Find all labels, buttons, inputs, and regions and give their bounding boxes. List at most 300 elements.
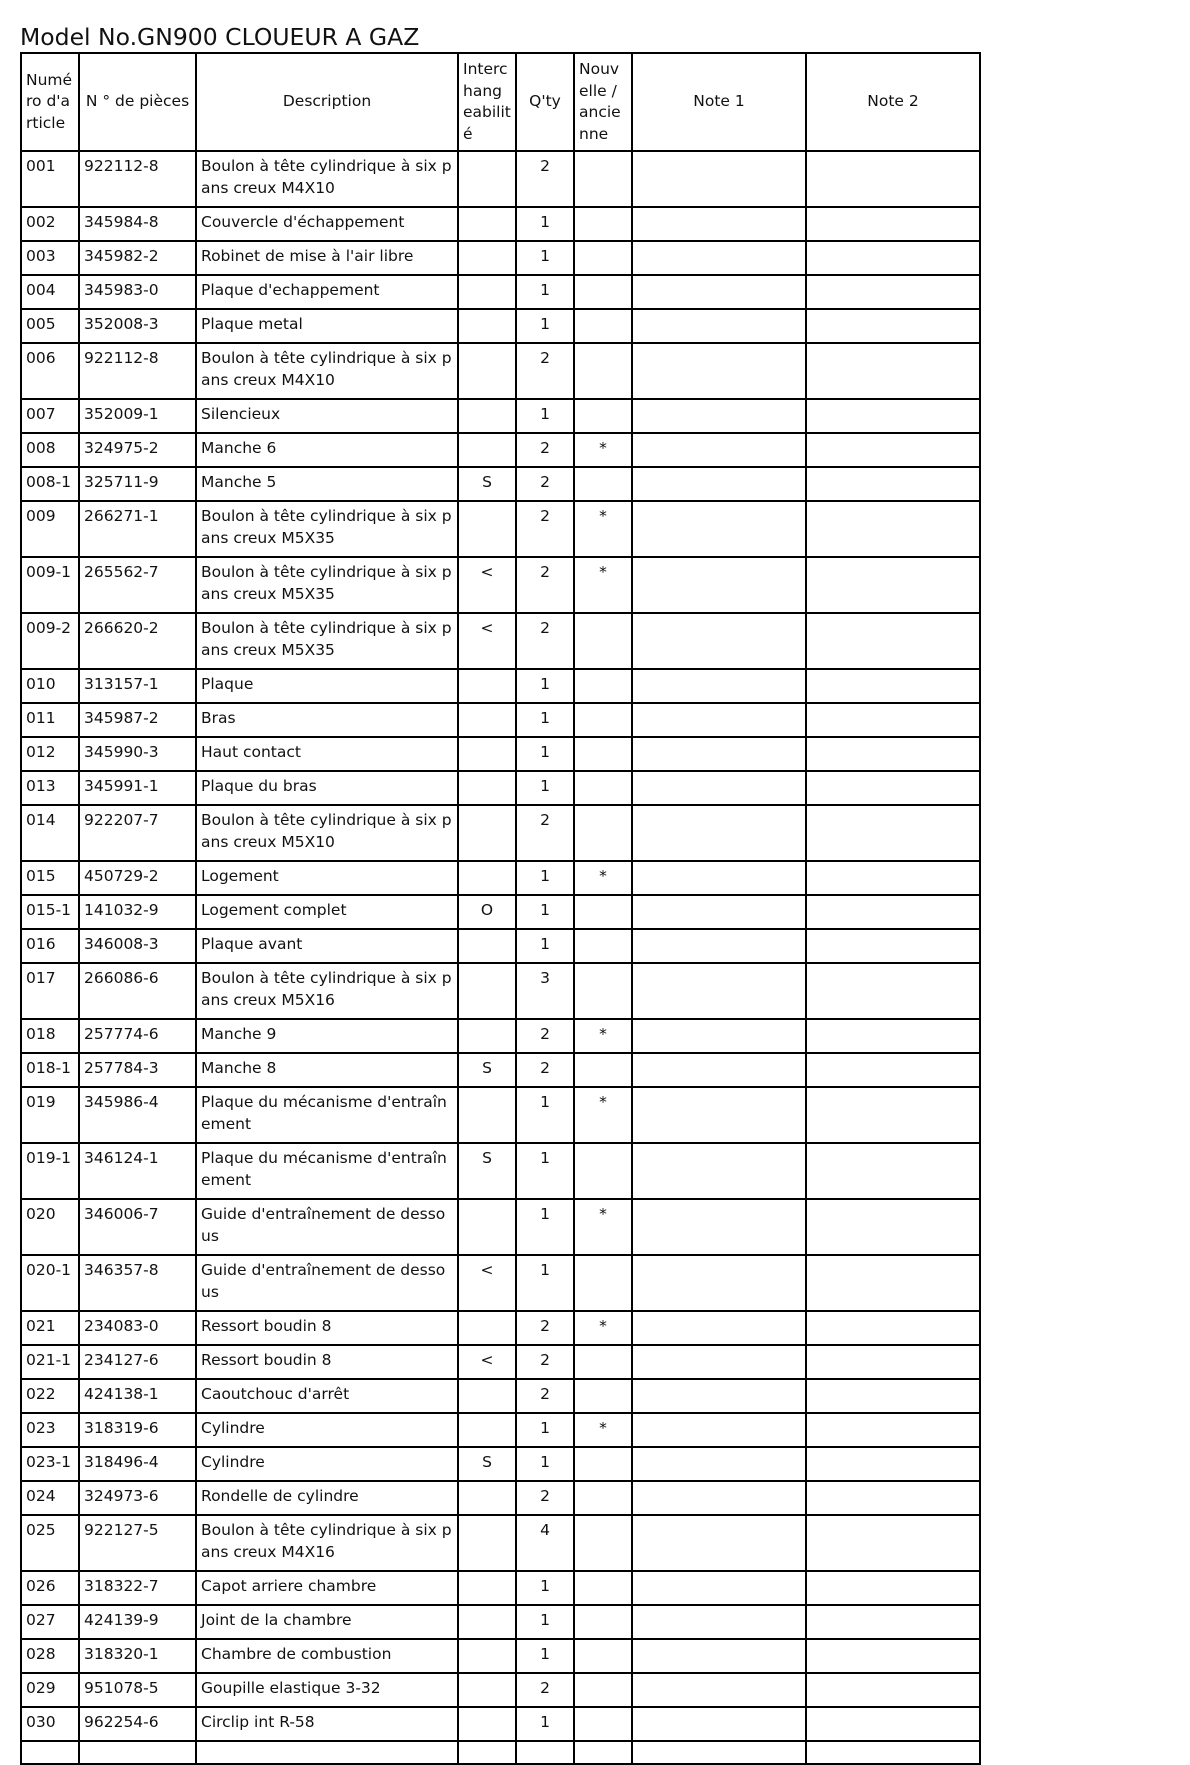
table-row — [21, 1515, 980, 1571]
description-cell: Boulon à tête cylindrique à six pans creux M5X35 — [196, 613, 458, 669]
item-number-cell: 009-1 — [21, 557, 79, 613]
new-old-cell — [574, 309, 632, 343]
part-number-cell: 318496-4 — [79, 1447, 196, 1481]
table-row — [21, 1019, 980, 1053]
note-1-cell — [632, 433, 806, 467]
note-1-cell — [632, 309, 806, 343]
part-number-cell: 922112-8 — [79, 151, 196, 207]
quantity-cell: 1 — [516, 669, 574, 703]
interchangeability-cell: < — [458, 613, 516, 669]
part-number-cell: 922112-8 — [79, 343, 196, 399]
interchangeability-cell — [458, 1311, 516, 1345]
quantity-cell: 2 — [516, 1019, 574, 1053]
table-row — [21, 1707, 980, 1741]
table-row — [21, 1447, 980, 1481]
part-number-cell: 345984-8 — [79, 207, 196, 241]
new-old-cell — [574, 1707, 632, 1741]
part-number-cell: 234083-0 — [79, 1311, 196, 1345]
description-cell: Plaque du mécanisme d'entraînement — [196, 1143, 458, 1199]
part-number-cell: 951078-5 — [79, 1673, 196, 1707]
note-2-cell — [806, 1447, 980, 1481]
interchangeability-cell — [458, 1379, 516, 1413]
new-old-cell: * — [574, 433, 632, 467]
description-cell: Boulon à tête cylindrique à six pans creux M4X10 — [196, 343, 458, 399]
table-row — [21, 1087, 980, 1143]
quantity-cell: 1 — [516, 241, 574, 275]
quantity-cell: 1 — [516, 1255, 574, 1311]
part-number-cell: 324973-6 — [79, 1481, 196, 1515]
note-2-cell — [806, 613, 980, 669]
quantity-cell: 4 — [516, 1515, 574, 1571]
note-1-cell — [632, 1311, 806, 1345]
new-old-cell — [574, 895, 632, 929]
description-cell: Guide d'entraînement de dessous — [196, 1255, 458, 1311]
item-number-cell: 005 — [21, 309, 79, 343]
note-2-cell — [806, 1481, 980, 1515]
description-cell: Bras — [196, 703, 458, 737]
part-number-cell: 257784-3 — [79, 1053, 196, 1087]
item-number-cell: 006 — [21, 343, 79, 399]
part-number-cell: 345991-1 — [79, 771, 196, 805]
item-number-cell: 013 — [21, 771, 79, 805]
description-cell: Manche 6 — [196, 433, 458, 467]
item-number-cell: 011 — [21, 703, 79, 737]
new-old-cell: * — [574, 501, 632, 557]
part-number-cell: 266620-2 — [79, 613, 196, 669]
interchangeability-cell — [458, 343, 516, 399]
note-1-cell — [632, 895, 806, 929]
note-1-cell — [632, 805, 806, 861]
part-number-cell: 266271-1 — [79, 501, 196, 557]
table-row — [21, 557, 980, 613]
new-old-cell — [574, 771, 632, 805]
item-number-cell: 019-1 — [21, 1143, 79, 1199]
quantity-cell: 2 — [516, 1379, 574, 1413]
note-2-cell — [806, 1639, 980, 1673]
note-1-cell — [632, 467, 806, 501]
interchangeability-cell — [458, 207, 516, 241]
part-number-cell: 345983-0 — [79, 275, 196, 309]
description-cell: Plaque avant — [196, 929, 458, 963]
note-1-cell — [632, 929, 806, 963]
note-2-cell — [806, 1413, 980, 1447]
header-note-1: Note 1 — [632, 53, 806, 151]
quantity-cell: 2 — [516, 1481, 574, 1515]
interchangeability-cell — [458, 805, 516, 861]
item-number-cell: 015 — [21, 861, 79, 895]
new-old-cell — [574, 399, 632, 433]
part-number-cell: 345986-4 — [79, 1087, 196, 1143]
item-number-cell: 020 — [21, 1199, 79, 1255]
table-row — [21, 151, 980, 207]
note-1-cell — [632, 1515, 806, 1571]
note-2-cell — [806, 1087, 980, 1143]
table-row — [21, 805, 980, 861]
new-old-cell — [574, 1345, 632, 1379]
part-number-cell: 313157-1 — [79, 669, 196, 703]
part-number-cell — [79, 1741, 196, 1764]
item-number-cell: 021-1 — [21, 1345, 79, 1379]
new-old-cell — [574, 207, 632, 241]
new-old-cell — [574, 467, 632, 501]
new-old-cell — [574, 151, 632, 207]
note-1-cell — [632, 1413, 806, 1447]
interchangeability-cell: S — [458, 1143, 516, 1199]
note-1-cell — [632, 1143, 806, 1199]
table-row — [21, 1345, 980, 1379]
table-row — [21, 1639, 980, 1673]
new-old-cell — [574, 1673, 632, 1707]
table-row — [21, 343, 980, 399]
part-number-cell: 922127-5 — [79, 1515, 196, 1571]
table-row — [21, 207, 980, 241]
new-old-cell — [574, 805, 632, 861]
item-number-cell: 010 — [21, 669, 79, 703]
interchangeability-cell — [458, 1605, 516, 1639]
note-1-cell — [632, 1345, 806, 1379]
quantity-cell: 2 — [516, 1345, 574, 1379]
note-2-cell — [806, 467, 980, 501]
table-row — [21, 861, 980, 895]
note-2-cell — [806, 1255, 980, 1311]
description-cell: Guide d'entraînement de dessous — [196, 1199, 458, 1255]
note-1-cell — [632, 737, 806, 771]
quantity-cell: 2 — [516, 151, 574, 207]
part-number-cell: 424139-9 — [79, 1605, 196, 1639]
description-cell: Boulon à tête cylindrique à six pans creux M5X10 — [196, 805, 458, 861]
table-row — [21, 1143, 980, 1199]
new-old-cell — [574, 703, 632, 737]
note-1-cell — [632, 1571, 806, 1605]
note-1-cell — [632, 399, 806, 433]
header-interchangeability: Interc hang eabilit é — [458, 53, 516, 151]
description-cell: Caoutchouc d'arrêt — [196, 1379, 458, 1413]
interchangeability-cell — [458, 703, 516, 737]
description-cell: Boulon à tête cylindrique à six pans creux M5X16 — [196, 963, 458, 1019]
interchangeability-cell — [458, 771, 516, 805]
quantity-cell: 1 — [516, 895, 574, 929]
new-old-cell — [574, 737, 632, 771]
quantity-cell: 2 — [516, 501, 574, 557]
description-cell: Chambre de combustion — [196, 1639, 458, 1673]
item-number-cell: 019 — [21, 1087, 79, 1143]
part-number-cell: 318320-1 — [79, 1639, 196, 1673]
table-row — [21, 929, 980, 963]
new-old-cell — [574, 1515, 632, 1571]
description-cell: Ressort boudin 8 — [196, 1311, 458, 1345]
item-number-cell: 018-1 — [21, 1053, 79, 1087]
header-part-number: N ° de pièces — [79, 53, 196, 151]
interchangeability-cell — [458, 929, 516, 963]
item-number-cell: 029 — [21, 1673, 79, 1707]
item-number-cell: 003 — [21, 241, 79, 275]
note-2-cell — [806, 1053, 980, 1087]
table-row — [21, 1199, 980, 1255]
quantity-cell: 1 — [516, 1605, 574, 1639]
quantity-cell: 1 — [516, 207, 574, 241]
item-number-cell: 016 — [21, 929, 79, 963]
item-number-cell: 009-2 — [21, 613, 79, 669]
description-cell: Manche 5 — [196, 467, 458, 501]
note-2-cell — [806, 241, 980, 275]
quantity-cell: 2 — [516, 1053, 574, 1087]
interchangeability-cell — [458, 309, 516, 343]
note-2-cell — [806, 343, 980, 399]
item-number-cell: 015-1 — [21, 895, 79, 929]
note-2-cell — [806, 1143, 980, 1199]
interchangeability-cell — [458, 241, 516, 275]
quantity-cell: 2 — [516, 343, 574, 399]
table-row — [21, 1379, 980, 1413]
new-old-cell — [574, 1481, 632, 1515]
new-old-cell — [574, 963, 632, 1019]
new-old-cell: * — [574, 1087, 632, 1143]
parts-table — [20, 52, 981, 1765]
note-2-cell — [806, 929, 980, 963]
new-old-cell — [574, 1053, 632, 1087]
description-cell: Manche 9 — [196, 1019, 458, 1053]
interchangeability-cell: S — [458, 1447, 516, 1481]
part-number-cell: 352008-3 — [79, 309, 196, 343]
quantity-cell: 1 — [516, 1707, 574, 1741]
table-row — [21, 467, 980, 501]
item-number-cell: 008-1 — [21, 467, 79, 501]
description-cell: Manche 8 — [196, 1053, 458, 1087]
interchangeability-cell — [458, 1019, 516, 1053]
quantity-cell: 1 — [516, 1199, 574, 1255]
table-row — [21, 399, 980, 433]
header-note-2: Note 2 — [806, 53, 980, 151]
quantity-cell: 2 — [516, 1311, 574, 1345]
item-number-cell: 023-1 — [21, 1447, 79, 1481]
table-row — [21, 275, 980, 309]
description-cell — [196, 1741, 458, 1764]
new-old-cell — [574, 1379, 632, 1413]
note-1-cell — [632, 703, 806, 737]
interchangeability-cell: S — [458, 1053, 516, 1087]
new-old-cell — [574, 275, 632, 309]
description-cell: Plaque du mécanisme d'entraînement — [196, 1087, 458, 1143]
item-number-cell: 004 — [21, 275, 79, 309]
note-2-cell — [806, 669, 980, 703]
quantity-cell: 1 — [516, 1447, 574, 1481]
interchangeability-cell — [458, 1571, 516, 1605]
table-row — [21, 1605, 980, 1639]
quantity-cell: 2 — [516, 613, 574, 669]
part-number-cell: 450729-2 — [79, 861, 196, 895]
new-old-cell: * — [574, 1413, 632, 1447]
new-old-cell — [574, 1143, 632, 1199]
note-1-cell — [632, 207, 806, 241]
parts-table-body — [21, 151, 980, 1764]
header-description: Description — [196, 53, 458, 151]
item-number-cell: 002 — [21, 207, 79, 241]
item-number-cell: 028 — [21, 1639, 79, 1673]
quantity-cell: 1 — [516, 399, 574, 433]
quantity-cell: 1 — [516, 737, 574, 771]
description-cell: Ressort boudin 8 — [196, 1345, 458, 1379]
quantity-cell: 2 — [516, 1673, 574, 1707]
description-cell: Boulon à tête cylindrique à six pans creux M4X16 — [196, 1515, 458, 1571]
new-old-cell — [574, 669, 632, 703]
item-number-cell: 020-1 — [21, 1255, 79, 1311]
table-row — [21, 895, 980, 929]
item-number-cell: 014 — [21, 805, 79, 861]
note-2-cell — [806, 557, 980, 613]
item-number-cell: 026 — [21, 1571, 79, 1605]
quantity-cell: 1 — [516, 1087, 574, 1143]
part-number-cell: 424138-1 — [79, 1379, 196, 1413]
part-number-cell: 266086-6 — [79, 963, 196, 1019]
note-2-cell — [806, 275, 980, 309]
description-cell: Logement complet — [196, 895, 458, 929]
quantity-cell: 3 — [516, 963, 574, 1019]
note-2-cell — [806, 1379, 980, 1413]
note-1-cell — [632, 151, 806, 207]
note-2-cell — [806, 501, 980, 557]
part-number-cell: 345990-3 — [79, 737, 196, 771]
description-cell: Boulon à tête cylindrique à six pans creux M5X35 — [196, 557, 458, 613]
interchangeability-cell — [458, 399, 516, 433]
note-2-cell — [806, 1605, 980, 1639]
interchangeability-cell — [458, 433, 516, 467]
interchangeability-cell — [458, 1639, 516, 1673]
new-old-cell — [574, 1571, 632, 1605]
item-number-cell: 024 — [21, 1481, 79, 1515]
note-1-cell — [632, 1447, 806, 1481]
note-2-cell — [806, 207, 980, 241]
part-number-cell: 346124-1 — [79, 1143, 196, 1199]
new-old-cell: * — [574, 1019, 632, 1053]
note-2-cell — [806, 1741, 980, 1764]
part-number-cell: 346357-8 — [79, 1255, 196, 1311]
part-number-cell: 346006-7 — [79, 1199, 196, 1255]
note-2-cell — [806, 1707, 980, 1741]
description-cell: Rondelle de cylindre — [196, 1481, 458, 1515]
part-number-cell: 318319-6 — [79, 1413, 196, 1447]
part-number-cell: 352009-1 — [79, 399, 196, 433]
note-2-cell — [806, 309, 980, 343]
quantity-cell: 1 — [516, 929, 574, 963]
note-2-cell — [806, 1199, 980, 1255]
interchangeability-cell — [458, 1515, 516, 1571]
note-1-cell — [632, 1087, 806, 1143]
interchangeability-cell — [458, 275, 516, 309]
interchangeability-cell — [458, 1199, 516, 1255]
interchangeability-cell — [458, 737, 516, 771]
description-cell: Cylindre — [196, 1447, 458, 1481]
item-number-cell — [21, 1741, 79, 1764]
quantity-cell: 1 — [516, 1143, 574, 1199]
note-1-cell — [632, 1019, 806, 1053]
interchangeability-cell — [458, 501, 516, 557]
note-1-cell — [632, 1605, 806, 1639]
note-1-cell — [632, 1379, 806, 1413]
note-1-cell — [632, 1741, 806, 1764]
note-2-cell — [806, 1515, 980, 1571]
description-cell: Boulon à tête cylindrique à six pans creux M5X35 — [196, 501, 458, 557]
quantity-cell: 2 — [516, 805, 574, 861]
item-number-cell: 007 — [21, 399, 79, 433]
interchangeability-cell — [458, 1087, 516, 1143]
item-number-cell: 018 — [21, 1019, 79, 1053]
note-2-cell — [806, 1571, 980, 1605]
new-old-cell: * — [574, 1311, 632, 1345]
quantity-cell: 1 — [516, 1571, 574, 1605]
description-cell: Robinet de mise à l'air libre — [196, 241, 458, 275]
table-row — [21, 737, 980, 771]
table-row — [21, 1741, 980, 1764]
description-cell: Joint de la chambre — [196, 1605, 458, 1639]
interchangeability-cell — [458, 963, 516, 1019]
note-2-cell — [806, 1345, 980, 1379]
note-1-cell — [632, 669, 806, 703]
interchangeability-cell: S — [458, 467, 516, 501]
note-1-cell — [632, 963, 806, 1019]
table-row — [21, 963, 980, 1019]
table-row — [21, 669, 980, 703]
note-1-cell — [632, 501, 806, 557]
new-old-cell — [574, 1741, 632, 1764]
part-number-cell: 345987-2 — [79, 703, 196, 737]
header-new-old: Nouv elle / ancie nne — [574, 53, 632, 151]
quantity-cell: 1 — [516, 1413, 574, 1447]
note-1-cell — [632, 613, 806, 669]
table-row — [21, 501, 980, 557]
quantity-cell: 1 — [516, 1639, 574, 1673]
note-2-cell — [806, 737, 980, 771]
note-2-cell — [806, 1019, 980, 1053]
item-number-cell: 023 — [21, 1413, 79, 1447]
description-cell: Silencieux — [196, 399, 458, 433]
table-row — [21, 1255, 980, 1311]
table-row — [21, 241, 980, 275]
note-2-cell — [806, 861, 980, 895]
table-row — [21, 433, 980, 467]
quantity-cell: 1 — [516, 309, 574, 343]
description-cell: Couvercle d'échappement — [196, 207, 458, 241]
new-old-cell: * — [574, 557, 632, 613]
description-cell: Haut contact — [196, 737, 458, 771]
part-number-cell: 345982-2 — [79, 241, 196, 275]
new-old-cell — [574, 1255, 632, 1311]
note-1-cell — [632, 275, 806, 309]
note-2-cell — [806, 895, 980, 929]
new-old-cell — [574, 1605, 632, 1639]
note-2-cell — [806, 805, 980, 861]
item-number-cell: 021 — [21, 1311, 79, 1345]
table-row — [21, 1053, 980, 1087]
part-number-cell: 325711-9 — [79, 467, 196, 501]
interchangeability-cell: O — [458, 895, 516, 929]
description-cell: Plaque d'echappement — [196, 275, 458, 309]
item-number-cell: 008 — [21, 433, 79, 467]
note-1-cell — [632, 771, 806, 805]
quantity-cell: 2 — [516, 557, 574, 613]
description-cell: Goupille elastique 3-32 — [196, 1673, 458, 1707]
new-old-cell — [574, 343, 632, 399]
interchangeability-cell — [458, 1707, 516, 1741]
interchangeability-cell — [458, 1481, 516, 1515]
table-row — [21, 613, 980, 669]
new-old-cell — [574, 1639, 632, 1673]
note-1-cell — [632, 1707, 806, 1741]
table-row — [21, 1311, 980, 1345]
table-row — [21, 1481, 980, 1515]
interchangeability-cell: < — [458, 1255, 516, 1311]
table-row — [21, 1413, 980, 1447]
table-row — [21, 309, 980, 343]
